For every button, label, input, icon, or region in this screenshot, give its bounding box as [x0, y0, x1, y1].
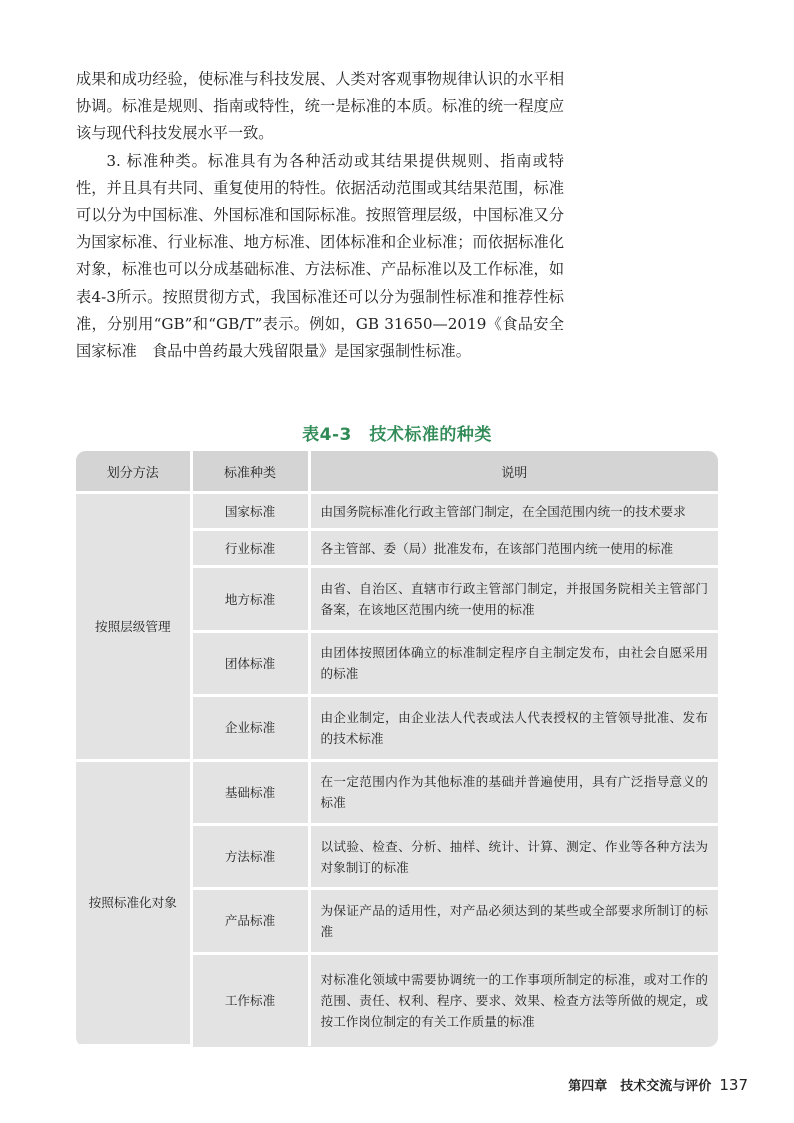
page-number: 137 — [719, 1076, 748, 1094]
kind-cell: 国家标准 — [191, 493, 309, 530]
desc-cell: 对标准化领域中需要协调统一的工作事项所制定的标准，或对工作的范围、责任、权利、程序、要求、效果、检查方法等所做的规定，或按工作岗位制定的有关工作质量的标准 — [320, 971, 708, 1029]
desc-cell: 由团体按照团体确立的标准制定程序自主制定发布，由社会自愿采用的标准 — [309, 631, 718, 695]
table-title: 表4-3 技术标准的种类 — [302, 425, 492, 445]
desc-cell: 在一定范围内作为其他标准的基础并普遍使用，具有广泛指导意义的标准 — [309, 760, 718, 824]
desc-cell: 以试验、检查、分析、抽样、统计、计算、测定、作业等各种方法为对象制订的标准 — [309, 824, 718, 888]
standards-table — [76, 451, 718, 1047]
kind-cell: 基础标准 — [191, 760, 309, 824]
kind-cell: 团体标准 — [191, 631, 309, 695]
desc-cell: 各主管部、委（局）批准发布，在该部门范围内统一使用的标准 — [309, 530, 718, 567]
method-cell-level: 按照层级管理 — [76, 493, 191, 761]
kind-cell: 企业标准 — [191, 696, 309, 760]
paragraph-2: 3. 标准种类。标准具有为各种活动或其结果提供规则、指南或特性，并且具有共同、重复使用的特性。依据活动范围或其结果范围，标准可以分为中国标准、外国标准和国际标准。按照管理层级，中国标准又分为国家标准、行业标准、地方标准、团体标准和企业标准；而依据标准化对象，标准也可以分成基础标准、方法标准、产品标准以及工作标准，如表4-3所示。按照贯彻方式，我国标准还可以分为强制性标准和推荐性标准，分别用“GB”和“GB/T”表示。例如，GB 31650—2019《食品安全国家标准 食品中兽药最大残留限量》是国家强制性标准。 — [76, 151, 564, 361]
kind-cell: 地方标准 — [191, 567, 309, 631]
desc-cell: 由企业制定，由企业法人代表或法人代表授权的主管领导批准、发布的技术标准 — [309, 696, 718, 760]
desc-cell: 由省、自治区、直辖市行政主管部门制定，并报国务院相关主管部门备案，在该地区范围内统一使用的标准 — [309, 567, 718, 631]
table-row — [76, 760, 718, 824]
kind-cell: 行业标准 — [191, 530, 309, 567]
table-row — [76, 493, 718, 530]
kind-cell: 工作标准 — [191, 953, 309, 1045]
kind-cell: 方法标准 — [191, 824, 309, 888]
desc-cell: 由国务院标准化行政主管部门制定，在全国范围内统一的技术要求 — [309, 493, 718, 530]
header-kind: 标准种类 — [191, 451, 309, 493]
paragraph-1: 成果和成功经验，使标准与科技发展、人类对客观事物规律认识的水平相协调。标准是规则、指南或特性，统一是标准的本质。标准的统一程度应该与现代科技发展水平一致。 — [76, 70, 564, 143]
header-description: 说明 — [309, 451, 718, 493]
header-method: 划分方法 — [76, 451, 191, 493]
method-cell-object: 按照标准化对象 — [76, 760, 191, 1046]
table-header-row — [76, 451, 718, 493]
desc-cell: 为保证产品的适用性，对产品必须达到的某些或全部要求所制订的标准 — [309, 889, 718, 953]
chapter-title: 第四章 技术交流与评价 — [568, 1079, 712, 1094]
body-text — [76, 66, 564, 365]
page-footer — [568, 1075, 748, 1094]
kind-cell: 产品标准 — [191, 889, 309, 953]
